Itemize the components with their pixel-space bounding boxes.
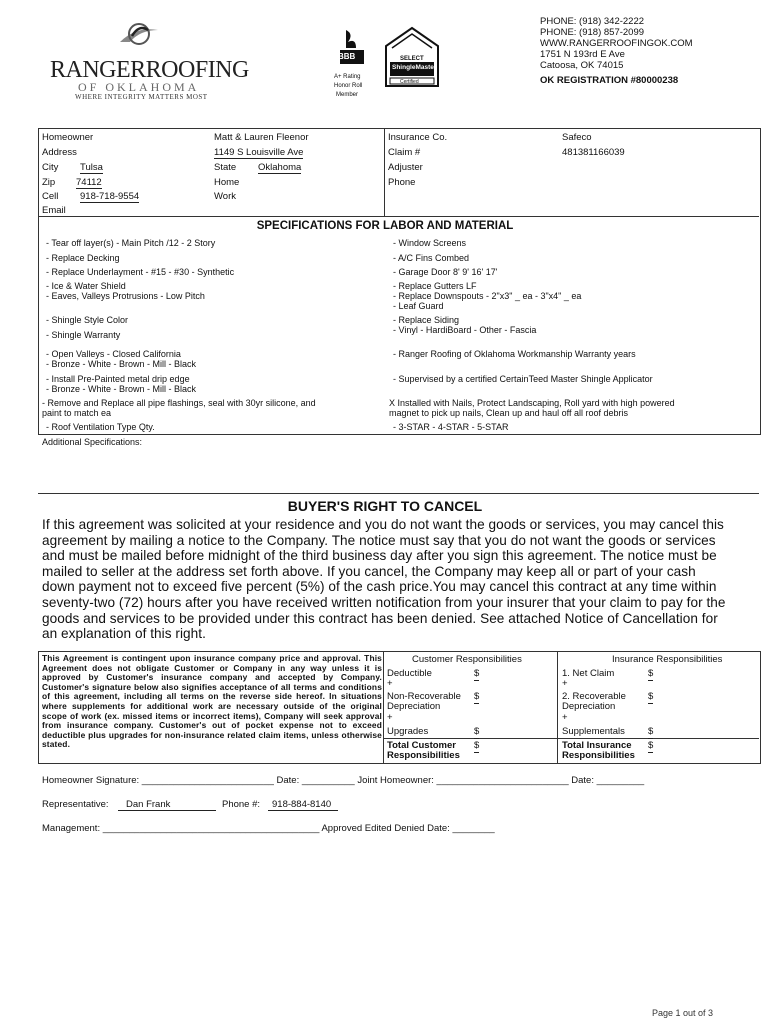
address-label: Address [42, 147, 77, 158]
recoverable-label: 2. Recoverable [562, 691, 626, 702]
state-label: State [214, 162, 237, 173]
specs-title: SPECIFICATIONS FOR LABOR AND MATERIAL [256, 220, 514, 232]
company-tagline: WHERE INTEGRITY MATTERS MOST [75, 93, 208, 101]
cancel-title: BUYER'S RIGHT TO CANCEL [287, 498, 483, 514]
recoverable-depreciation-label: Depreciation [562, 701, 616, 712]
spec-left-1: - Replace Decking [46, 253, 120, 263]
upgrades-label: Upgrades [387, 726, 429, 737]
deductible-label: Deductible [387, 668, 432, 679]
total-customer-dollar: $ [474, 740, 480, 751]
spec-right-7: - Vinyl - HardiBoard - Other - Fascia [393, 325, 537, 335]
net-claim-label: 1. Net Claim [562, 668, 615, 679]
upgrades-dollar: $ [474, 726, 480, 737]
website-link[interactable]: WWW.RANGERROOFINGOK.COM [540, 38, 693, 49]
spec-left-13: - Roof Ventilation Type Qty. [46, 422, 155, 432]
cancel-body: If this agreement was solicited at your residence and you do not want the goods or services, you may cancel this agreement by mailing a notice to the Company. The notice must say that you do not want the goods or services and must be mailed before midnight of the third business day after you sign this agreement. The notice must be mailed to seller at the address set forth above. If you cancel, the Company may keep all or part of your cash down payment not to exceed five percent (5%) of the cash price.You may cancel this contract at any time within seventy-two (72) hours after you have received written notification from your insurer that your claim to pay for the goods and services to be provided under this contract has been denied. See attached Notice of Cancellation for an explanation of this right. [42, 517, 726, 642]
agreement-text: This Agreement is contingent upon insurance company price and approval. This Agreement does not obligate Customer or Company in any way unless it is approved by Customer's insurance company and accepted by Company. Customer's signature below also signifies acceptance of all terms and conditions of this agreement, including all terms on the reverse side hereof. In situations where supplements for additional work are necessary outside of the original scope of work (ex. missed items or incorrect items), Company will seek approval from insurance company. Customer's out of pocket expense not to exceed deductible plus upgrades for non-insurance related claim items, unless otherwise stated. [42, 653, 382, 750]
rep-phone-value[interactable]: 918-884-8140 [268, 799, 338, 811]
shingle-master-label: ShingleMaster [392, 64, 437, 71]
insurance-value: Safeco [562, 132, 592, 143]
homeowner-label: Homeowner [42, 132, 94, 143]
insurance-label: Insurance Co. [388, 132, 448, 143]
ranger-logo-swoosh-icon [118, 22, 160, 50]
address-line-1: 1751 N 193rd E Ave [540, 49, 625, 60]
spec-right-3: - Replace Gutters LF [393, 281, 477, 291]
spec-right-10: X Installed with Nails, Protect Landscaping, Roll yard with high powered [389, 398, 675, 408]
spec-left-11: - Remove and Replace all pipe flashings, seal with 30yr silicone, and [42, 398, 316, 408]
insurance-resp-header: Insurance Responsibilities [612, 654, 723, 665]
spec-left-8: - Bronze - White - Brown - Mill - Black [46, 359, 197, 369]
spec-right-6: - Replace Siding [393, 315, 460, 325]
spec-left-10: - Bronze - White - Brown - Mill - Black [46, 384, 197, 394]
page-number: Page 1 out of 3 [652, 1008, 714, 1018]
phone-1: PHONE: (918) 342-2222 [540, 16, 645, 27]
spec-left-5: - Shingle Style Color [46, 315, 129, 325]
company-sub: OF OKLAHOMA [78, 80, 200, 94]
plus-4: + [562, 712, 568, 723]
total-insurance-dollar: $ [648, 740, 654, 751]
adjuster-label: Adjuster [388, 162, 423, 173]
spec-right-4: - Replace Downspouts - 2"x3" _ ea - 3"x4" _ ea [393, 291, 582, 301]
supplementals-dollar: $ [648, 726, 654, 737]
phone-2: PHONE: (918) 857-2099 [540, 27, 645, 38]
shingle-select: SELECT [400, 56, 424, 62]
bbb-rating: A+ Rating [334, 74, 361, 80]
spec-right-1: - A/C Fins Combed [393, 253, 470, 263]
plus-1: + [387, 678, 393, 689]
bbb-honor: Honor Roll [334, 83, 363, 89]
claim-label: Claim # [388, 147, 421, 158]
city-value: Tulsa [80, 162, 103, 173]
net-claim-dollar: $ [648, 668, 654, 679]
spec-right-2: - Garage Door 8' 9' 16' 17' [393, 267, 498, 277]
section-divider [38, 493, 759, 494]
address-line-2: Catoosa, OK 74015 [540, 60, 624, 71]
bbb-member: Member [336, 92, 359, 98]
cell-value: 918-718-9554 [80, 191, 140, 202]
zip-label: Zip [42, 177, 56, 188]
spec-right-8: - Ranger Roofing of Oklahoma Workmanship Warranty years [393, 349, 636, 359]
shingle-cert: Certified [400, 79, 419, 85]
email-label: Email [42, 205, 66, 216]
deductible-dollar: $ [474, 668, 480, 679]
spec-left-6: - Shingle Warranty [46, 330, 121, 340]
spec-right-0: - Window Screens [393, 238, 467, 248]
contact-block [540, 16, 693, 86]
non-recoverable-label: Non-Recoverable [387, 691, 461, 702]
spec-right-11: magnet to pick up nails, Clean up and haul off all roof debris [389, 408, 628, 418]
address-value: 1149 S Louisville Ave [214, 147, 304, 158]
additional-specs-label: Additional Specifications: [42, 437, 143, 447]
company-name: RANGERROOFING [50, 57, 249, 83]
customer-resp-header: Customer Responsibilities [412, 654, 522, 665]
spec-left-2: - Replace Underlayment - #15 - #30 - Synthetic [46, 267, 235, 277]
plus-3: + [562, 678, 568, 689]
homeowner-value: Matt & Lauren Fleenor [214, 132, 309, 143]
representative-label: Representative: [42, 799, 109, 810]
total-customer-label: Total Customer [387, 740, 456, 751]
spec-left-3: - Ice & Water Shield [46, 281, 126, 291]
rep-phone-label: Phone #: [222, 799, 261, 810]
supplementals-label: Supplementals [562, 726, 625, 737]
management-line[interactable]: Management: _________________________________________ Approved Edited Denied Date: ________ [42, 823, 495, 834]
state-value: Oklahoma [258, 162, 302, 173]
total-insurance-resp-word: Responsibilities [562, 750, 635, 761]
home-label: Home [214, 177, 240, 188]
spec-left-9: - Install Pre-Painted metal drip edge [46, 374, 190, 384]
non-recoverable-dollar: $ [474, 691, 480, 702]
total-customer-resp-word: Responsibilities [387, 750, 460, 761]
spec-right-9: - Supervised by a certified CertainTeed Master Shingle Applicator [393, 374, 653, 384]
bbb-label: BBB [338, 52, 356, 61]
spec-left-7: - Open Valleys - Closed California [46, 349, 181, 359]
work-label: Work [214, 191, 236, 202]
spec-left-4: - Eaves, Valleys Protrusions - Low Pitch [46, 291, 205, 301]
phone-label: Phone [388, 177, 416, 188]
representative-value[interactable]: Dan Frank [118, 799, 216, 811]
depreciation-label: Depreciation [387, 701, 441, 712]
spec-right-12: - 3-STAR - 4-STAR - 5-STAR [393, 422, 509, 432]
spec-left-12: paint to match ea [42, 408, 112, 418]
cell-label: Cell [42, 191, 59, 202]
registration-number: OK REGISTRATION #80000238 [540, 75, 679, 86]
plus-2: + [387, 712, 393, 723]
city-label: City [42, 162, 59, 173]
claim-value: 481381166039 [562, 147, 625, 158]
spec-left-0: - Tear off layer(s) - Main Pitch /12 - 2 Story [46, 238, 216, 248]
zip-value: 74112 [76, 177, 102, 188]
total-insurance-label: Total Insurance [562, 740, 632, 751]
spec-right-5: - Leaf Guard [393, 301, 444, 311]
homeowner-signature-line[interactable]: Homeowner Signature: _________________________ Date: __________ Joint Homeowner: _________________________ Date: _________ [42, 775, 645, 786]
recoverable-dollar: $ [648, 691, 654, 702]
